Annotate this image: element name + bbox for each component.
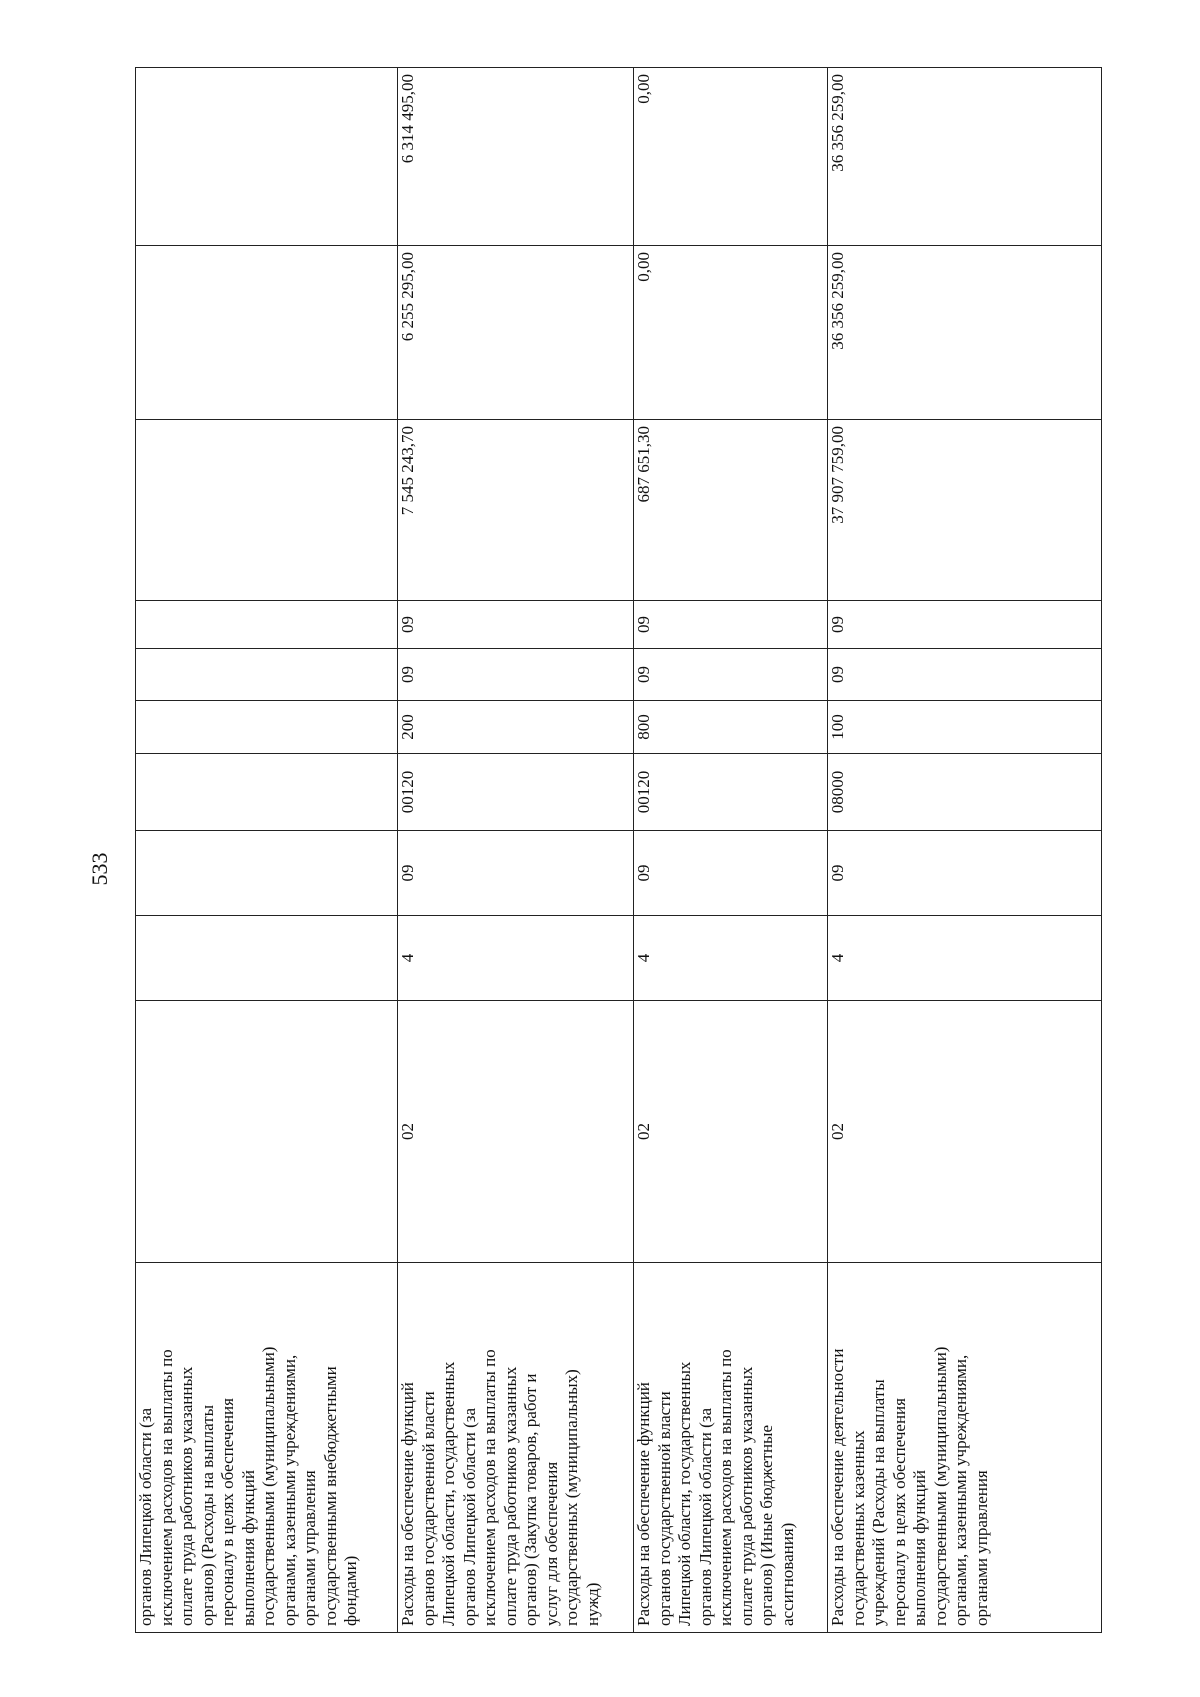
description-line: органами, казенными учреждениями, — [951, 1354, 970, 1626]
cell-chapter: 09 — [398, 649, 634, 701]
cell-amount-year-3: 6 314 495,00 — [398, 68, 634, 246]
description-line: исключением расходов на выплаты по — [480, 1349, 499, 1626]
cell-subprogram: 09 — [828, 831, 1102, 916]
cell-expense-type: 200 — [398, 701, 634, 754]
cell-direction: 08000 — [828, 754, 1102, 831]
cell-subchapter: 09 — [828, 601, 1102, 649]
cell-amount-year-2: 0,00 — [634, 246, 828, 420]
cell-chapter: 09 — [828, 649, 1102, 701]
description-line: ассигнования) — [777, 1522, 797, 1626]
cell-chapter — [136, 649, 398, 701]
description-line: нужд) — [582, 1582, 602, 1626]
cell-subprogram — [136, 831, 398, 916]
description-line: выполнения функций — [238, 1470, 258, 1626]
cell-expense-type: 100 — [828, 701, 1102, 754]
cell-amount-year-2: 6 255 295,00 — [398, 246, 634, 420]
row-description — [398, 1263, 634, 1633]
cell-subsection: 4 — [828, 916, 1102, 1001]
cell-amount-year-2 — [136, 246, 398, 420]
description-line: органов Липецкой области (за — [136, 1407, 155, 1626]
description-line: органов) (Расходы на выплаты — [197, 1404, 217, 1626]
description-line: услуг для обеспечения — [541, 1461, 561, 1626]
description-line: органов) (Иные бюджетные — [757, 1424, 776, 1626]
cell-amount-year-1: 687 651,30 — [634, 420, 828, 601]
cell-amount-year-1: 7 545 243,70 — [398, 420, 634, 601]
cell-amount-year-3: 36 356 259,00 — [828, 68, 1102, 246]
description-line: государственными внебюджетными — [320, 1366, 340, 1626]
description-line: органов государственной власти — [654, 1391, 674, 1626]
table-body — [136, 68, 1102, 1633]
table-row — [398, 68, 634, 1633]
cell-amount-year-3: 0,00 — [634, 68, 828, 246]
cell-amount-year-1 — [136, 420, 398, 601]
cell-direction — [136, 754, 398, 831]
cell-section: 02 — [398, 1001, 634, 1263]
table-row — [136, 68, 398, 1633]
cell-amount-year-2: 36 356 259,00 — [828, 246, 1102, 420]
cell-direction: 00120 — [634, 754, 828, 831]
cell-subchapter — [136, 601, 398, 649]
row-description — [828, 1263, 1102, 1633]
description-line: органов) (Закупка товаров, работ и — [521, 1373, 540, 1626]
cell-amount-year-3 — [136, 68, 398, 246]
cell-expense-type — [136, 701, 398, 754]
description-line: государственных (муниципальных) — [562, 1369, 581, 1626]
description-line: государственными (муниципальными) — [930, 1346, 950, 1626]
description-line: персоналу в целях обеспечения — [218, 1398, 237, 1626]
description-line: Расходы на обеспечение деятельности — [828, 1348, 847, 1626]
cell-subprogram: 09 — [398, 831, 634, 916]
description-line: оплате труда работников указанных — [500, 1366, 520, 1626]
description-line: государственными (муниципальными) — [259, 1346, 278, 1626]
description-line: Расходы на обеспечение функций — [398, 1382, 417, 1626]
cell-subsection: 4 — [398, 916, 634, 1001]
table-row — [634, 68, 828, 1633]
description-line: Липецкой области, государственных — [439, 1361, 458, 1626]
description-line: Расходы на обеспечение функций — [634, 1382, 653, 1626]
description-line: исключением расходов на выплаты по — [156, 1349, 176, 1626]
row-description — [634, 1263, 828, 1633]
page-number: 533 — [87, 852, 112, 886]
description-line: фондами) — [341, 1555, 360, 1626]
description-line: органами, казенными учреждениями, — [279, 1354, 299, 1626]
cell-subchapter: 09 — [398, 601, 634, 649]
description-line: персоналу в целях обеспечения — [889, 1398, 909, 1626]
cell-section: 02 — [828, 1001, 1102, 1263]
cell-expense-type: 800 — [634, 701, 828, 754]
description-line: оплате труда работников указанных — [736, 1366, 756, 1626]
description-line: государственных казенных — [848, 1430, 868, 1626]
budget-table — [135, 67, 1102, 1633]
cell-subprogram: 09 — [634, 831, 828, 916]
cell-subsection — [136, 916, 398, 1001]
budget-table-rotated — [135, 68, 1101, 1633]
cell-subsection: 4 — [634, 916, 828, 1001]
cell-section — [136, 1001, 398, 1263]
description-line: органами управления — [971, 1470, 991, 1626]
table-row — [828, 68, 1102, 1633]
description-line: выполнения функций — [910, 1470, 929, 1626]
cell-section: 02 — [634, 1001, 828, 1263]
cell-amount-year-1: 37 907 759,00 — [828, 420, 1102, 601]
description-line: органов Липецкой области (за — [695, 1407, 715, 1626]
description-line: органами управления — [300, 1470, 319, 1626]
description-line: Липецкой области, государственных — [675, 1361, 694, 1626]
description-line: учреждений (Расходы на выплаты — [869, 1379, 888, 1626]
description-line: органов государственной власти — [418, 1391, 438, 1626]
description-line: исключением расходов на выплаты по — [716, 1349, 735, 1626]
description-line: органов Липецкой области (за — [459, 1407, 479, 1626]
cell-chapter: 09 — [634, 649, 828, 701]
description-line: оплате труда работников указанных — [177, 1366, 196, 1626]
cell-direction: 00120 — [398, 754, 634, 831]
row-description — [136, 1263, 398, 1633]
cell-subchapter: 09 — [634, 601, 828, 649]
